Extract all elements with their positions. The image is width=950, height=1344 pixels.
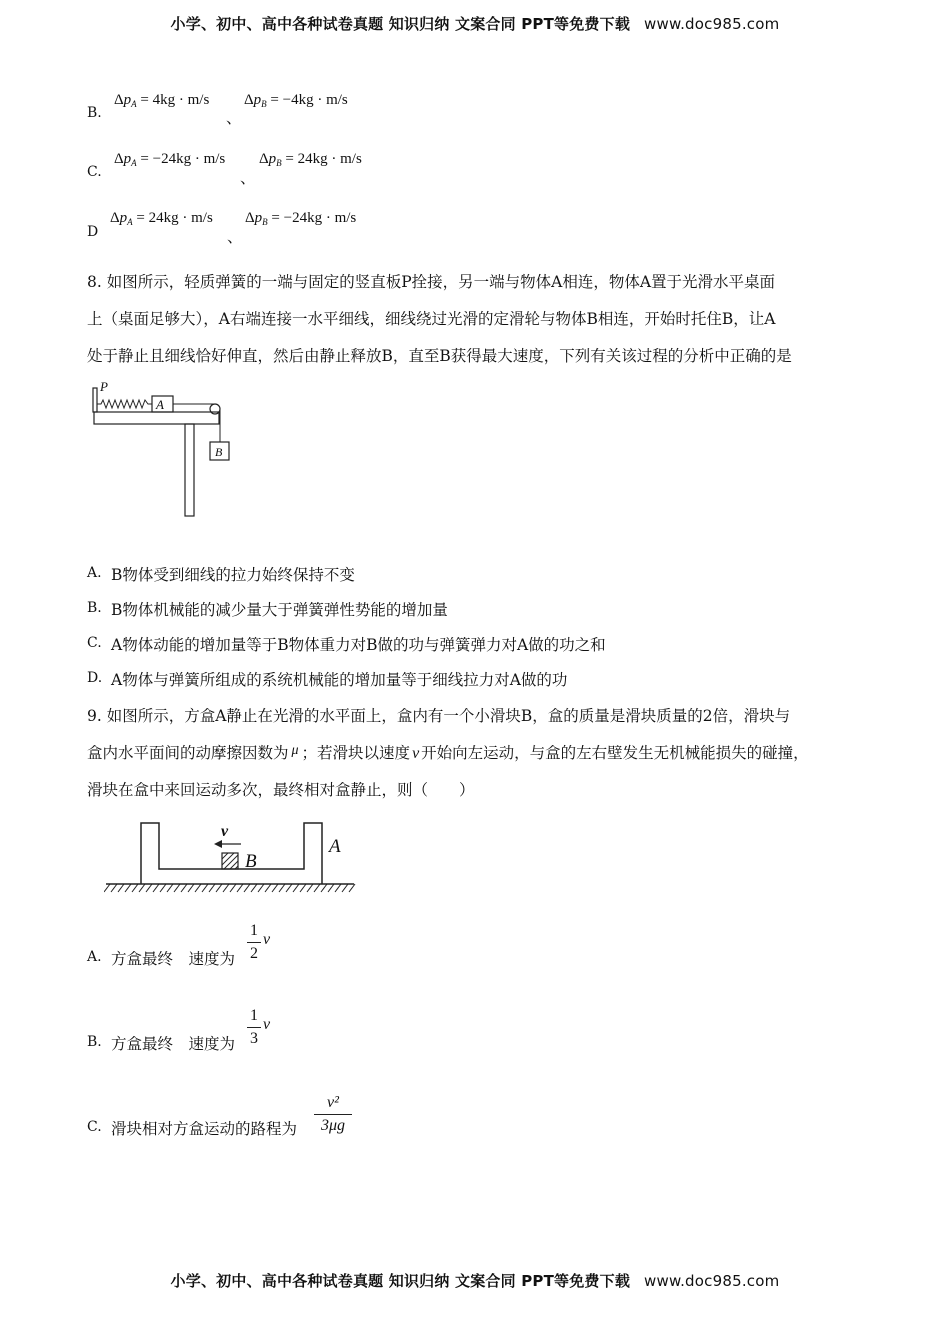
q8-option-b-text: B物体机械能的减少量大于弹簧弹性势能的增加量 bbox=[111, 601, 448, 619]
q9-option-c-text: 滑块相对方盒运动的路程为 bbox=[111, 1120, 298, 1138]
q8-label-b: B bbox=[215, 445, 223, 459]
q8-stem-line3: 处于静止且细线恰好伸直，然后由静止释放B，直至B获得最大速度，下列有关该过程的分析中正确的是 bbox=[87, 347, 792, 365]
q7-option-c-pb: $\Delta p_B = 24kg \cdot m/s$ bbox=[259, 151, 362, 168]
q9-label-a: A bbox=[329, 836, 341, 857]
q9-option-b-var: v bbox=[263, 1016, 271, 1033]
q7-option-c-pa: $\Delta p_A = -24kg \cdot m/s$ bbox=[114, 151, 226, 168]
q8-option-c-text: A物体动能的增加量等于B物体重力对B做的功与弹簧弹力对A做的功之和 bbox=[111, 636, 606, 654]
q8-option-d-text: A物体与弹簧所组成的系统机械能的增加量等于细线拉力对A做的功 bbox=[111, 671, 568, 689]
q9-stem-line1: 9. 如图所示，方盒A静止在光滑的水平面上，盒内有一个小滑块B，盒的质量是滑块质量的2倍，滑块与 bbox=[87, 707, 791, 725]
footer-title: 小学、初中、高中各种试卷真题 知识归纳 文案合同 PPT等免费下载 bbox=[170, 1272, 631, 1290]
header-title: 小学、初中、高中各种试卷真题 知识归纳 文案合同 PPT等免费下载 bbox=[170, 15, 631, 33]
q7-option-b-sep: 、 bbox=[226, 109, 242, 127]
q9-box-slider-figure bbox=[104, 818, 356, 898]
q9-option-c-fraction: v² 3μg bbox=[314, 1094, 352, 1135]
q9-option-b-label: B. bbox=[87, 1034, 102, 1050]
q8-spring-pulley-figure bbox=[88, 378, 238, 523]
q9-velocity-arrowhead bbox=[214, 840, 222, 848]
q9-option-b-fraction: 1 3 bbox=[247, 1007, 261, 1048]
q9-stem-line2: 盒内水平面间的动摩擦因数为 μ ；若滑块以速度 v 开始向左运动，与盒的左右壁发生无机械能损失的碰撞， bbox=[87, 743, 809, 762]
q8-table-leg bbox=[185, 424, 194, 516]
q7-option-c-label: C. bbox=[87, 164, 102, 180]
q8-option-d-label: D. bbox=[87, 670, 103, 686]
q9-slider-b bbox=[222, 853, 238, 869]
q8-label-p: P bbox=[100, 379, 108, 394]
q8-option-a-label: A. bbox=[87, 565, 102, 581]
q9-option-a-fraction: 1 2 bbox=[247, 922, 261, 963]
footer-site: www.doc985.com bbox=[644, 1272, 780, 1290]
q8-stem-line2: 上（桌面足够大），A右端连接一水平细线，细线绕过光滑的定滑轮与物体B相连，开始时托住B，让A bbox=[87, 310, 776, 328]
q7-option-b-label: B. bbox=[87, 105, 102, 121]
q9-ground-hatch bbox=[104, 884, 355, 892]
q8-option-b-label: B. bbox=[87, 600, 102, 616]
q8-table-top bbox=[94, 412, 219, 424]
q7-option-d-pa: $\Delta p_A = 24kg \cdot m/s$ bbox=[110, 210, 213, 227]
q8-label-a: A bbox=[156, 397, 164, 412]
q7-option-c-sep: 、 bbox=[240, 169, 256, 187]
q7-option-d-pb: $\Delta p_B = -24kg \cdot m/s$ bbox=[245, 210, 357, 227]
q9-option-a-label: A. bbox=[87, 949, 102, 965]
q9-option-a-text: 方盒最终 速度为 bbox=[111, 950, 236, 968]
q9-label-b: B bbox=[245, 851, 257, 872]
q8-spring bbox=[97, 400, 152, 408]
q8-option-c-label: C. bbox=[87, 635, 102, 651]
q9-option-a-var: v bbox=[263, 931, 271, 948]
q9-option-b-text: 方盒最终 速度为 bbox=[111, 1035, 236, 1053]
q9-option-c-label: C. bbox=[87, 1119, 102, 1135]
q8-stem-line1: 8. 如图所示，轻质弹簧的一端与固定的竖直板P拴接，另一端与物体A相连，物体A置于光滑水平桌面 bbox=[87, 273, 776, 291]
q7-option-b-pb: $\Delta p_B = -4kg \cdot m/s$ bbox=[244, 92, 348, 109]
q7-option-d-sep: 、 bbox=[227, 228, 243, 246]
q9-stem-line3: 滑块在盒中来回运动多次，最终相对盒静止，则（ ） bbox=[87, 781, 475, 799]
q8-board-p bbox=[93, 388, 97, 412]
page-header bbox=[0, 13, 950, 34]
q7-option-d-label: D bbox=[87, 224, 99, 240]
q8-option-a-text: B物体受到细线的拉力始终保持不变 bbox=[111, 566, 355, 584]
header-site: www.doc985.com bbox=[644, 15, 780, 33]
q7-option-b-pa: $\Delta p_A = 4kg \cdot m/s$ bbox=[114, 92, 210, 109]
q9-label-v: v bbox=[221, 823, 229, 840]
page-footer bbox=[0, 1270, 950, 1291]
